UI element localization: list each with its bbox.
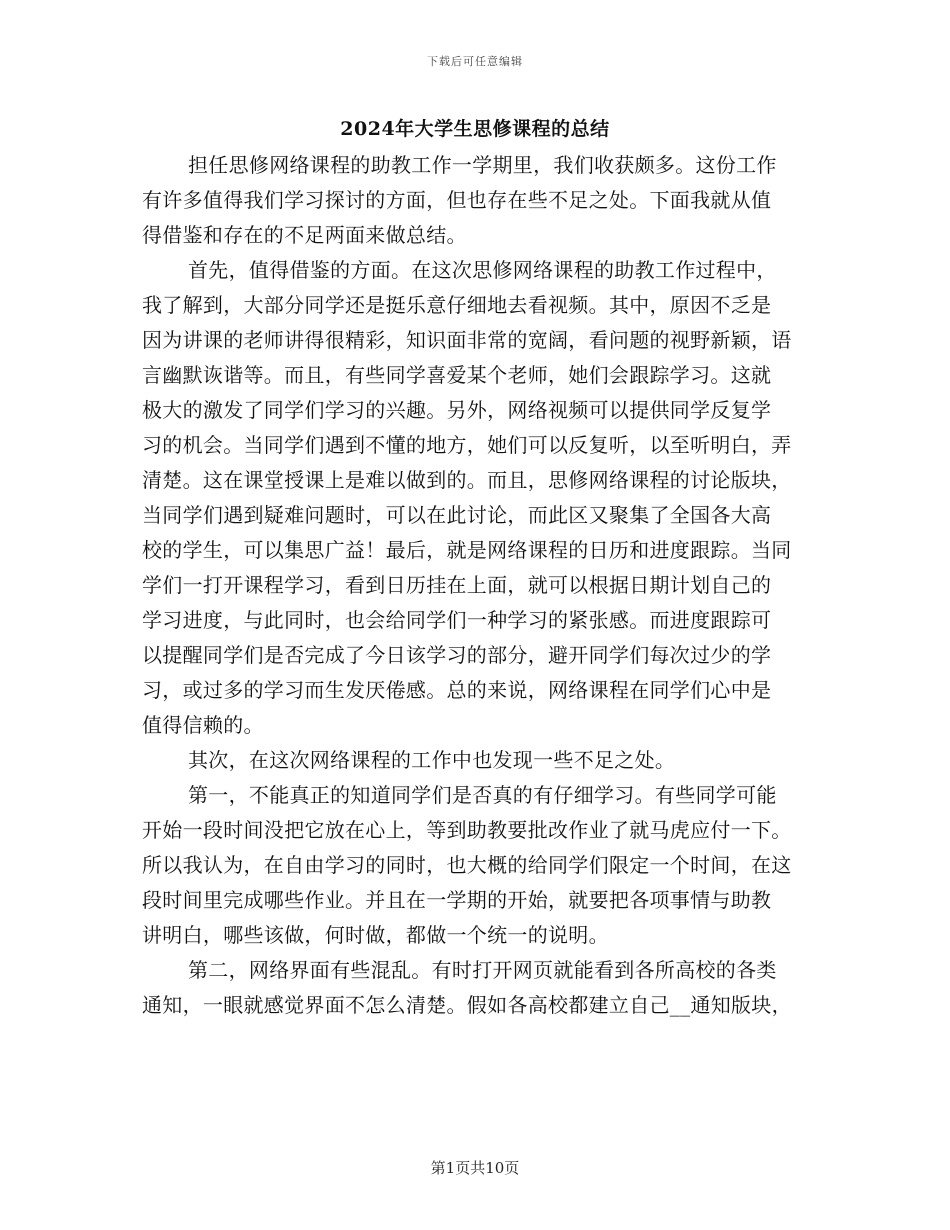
body-line: 我了解到，大部分同学还是挺乐意仔细地去看视频。其中，原因不乏是: [142, 293, 772, 317]
header-note: 下载后可任意编辑: [427, 55, 523, 68]
body-line: 因为讲课的老师讲得很精彩，知识面非常的宽阔，看问题的视野新颖，语: [142, 328, 792, 352]
body-line: 以提醒同学们是否完成了今日该学习的部分，避开同学们每次过少的学: [142, 643, 772, 667]
body-line: 得借鉴和存在的不足两面来做总结。: [142, 223, 467, 247]
body-line: 第二，网络界面有些混乱。有时打开网页就能看到各所高校的各类: [188, 958, 777, 982]
body-line: 值得信赖的。: [142, 713, 264, 737]
page-number: 第1页共10页: [430, 1159, 520, 1177]
body-line: 首先，值得借鉴的方面。在这次思修网络课程的助教工作过程中，: [188, 258, 777, 282]
body-line: 担任思修网络课程的助教工作一学期里，我们收获颇多。这份工作: [188, 153, 777, 177]
body-line: 习的机会。当同学们遇到不懂的地方，她们可以反复听，以至听明白，弄: [142, 433, 792, 457]
body-line: 清楚。这在课堂授课上是难以做到的。而且，思修网络课程的讨论版块，: [142, 468, 792, 492]
body-line: 校的学生，可以集思广益！最后，就是网络课程的日历和进度跟踪。当同: [142, 538, 792, 562]
document-title: 2024年大学生思修课程的总结: [340, 118, 610, 140]
body-line: 通知，一眼就感觉界面不怎么清楚。假如各高校都建立自己__通知版块，: [142, 993, 792, 1017]
body-line: 极大的激发了同学们学习的兴趣。另外，网络视频可以提供同学反复学: [142, 398, 772, 422]
body-line: 学习进度，与此同时，也会给同学们一种学习的紧张感。而进度跟踪可: [142, 608, 772, 632]
body-line: 所以我认为，在自由学习的同时，也大概的给同学们限定一个时间，在这: [142, 853, 792, 877]
body-line: 其次，在这次网络课程的工作中也发现一些不足之处。: [188, 748, 676, 772]
body-line: 第一，不能真正的知道同学们是否真的有仔细学习。有些同学可能: [188, 783, 777, 807]
body-line: 开始一段时间没把它放在心上，等到助教要批改作业了就马虎应付一下。: [142, 818, 792, 842]
document-body: [142, 148, 814, 1023]
body-line: 有许多值得我们学习探讨的方面，但也存在些不足之处。下面我就从值: [142, 188, 772, 212]
body-line: 习，或过多的学习而生发厌倦感。总的来说，网络课程在同学们心中是: [142, 678, 772, 702]
body-line: 讲明白，哪些该做，何时做，都做一个统一的说明。: [142, 923, 609, 947]
body-line: 当同学们遇到疑难问题时，可以在此讨论，而此区又聚集了全国各大高: [142, 503, 772, 527]
body-line: 言幽默诙谐等。而且，有些同学喜爱某个老师，她们会跟踪学习。这就: [142, 363, 772, 387]
body-line: 段时间里完成哪些作业。并且在一学期的开始，就要把各项事情与助教: [142, 888, 772, 912]
body-line: 学们一打开课程学习，看到日历挂在上面，就可以根据日期计划自己的: [142, 573, 772, 597]
